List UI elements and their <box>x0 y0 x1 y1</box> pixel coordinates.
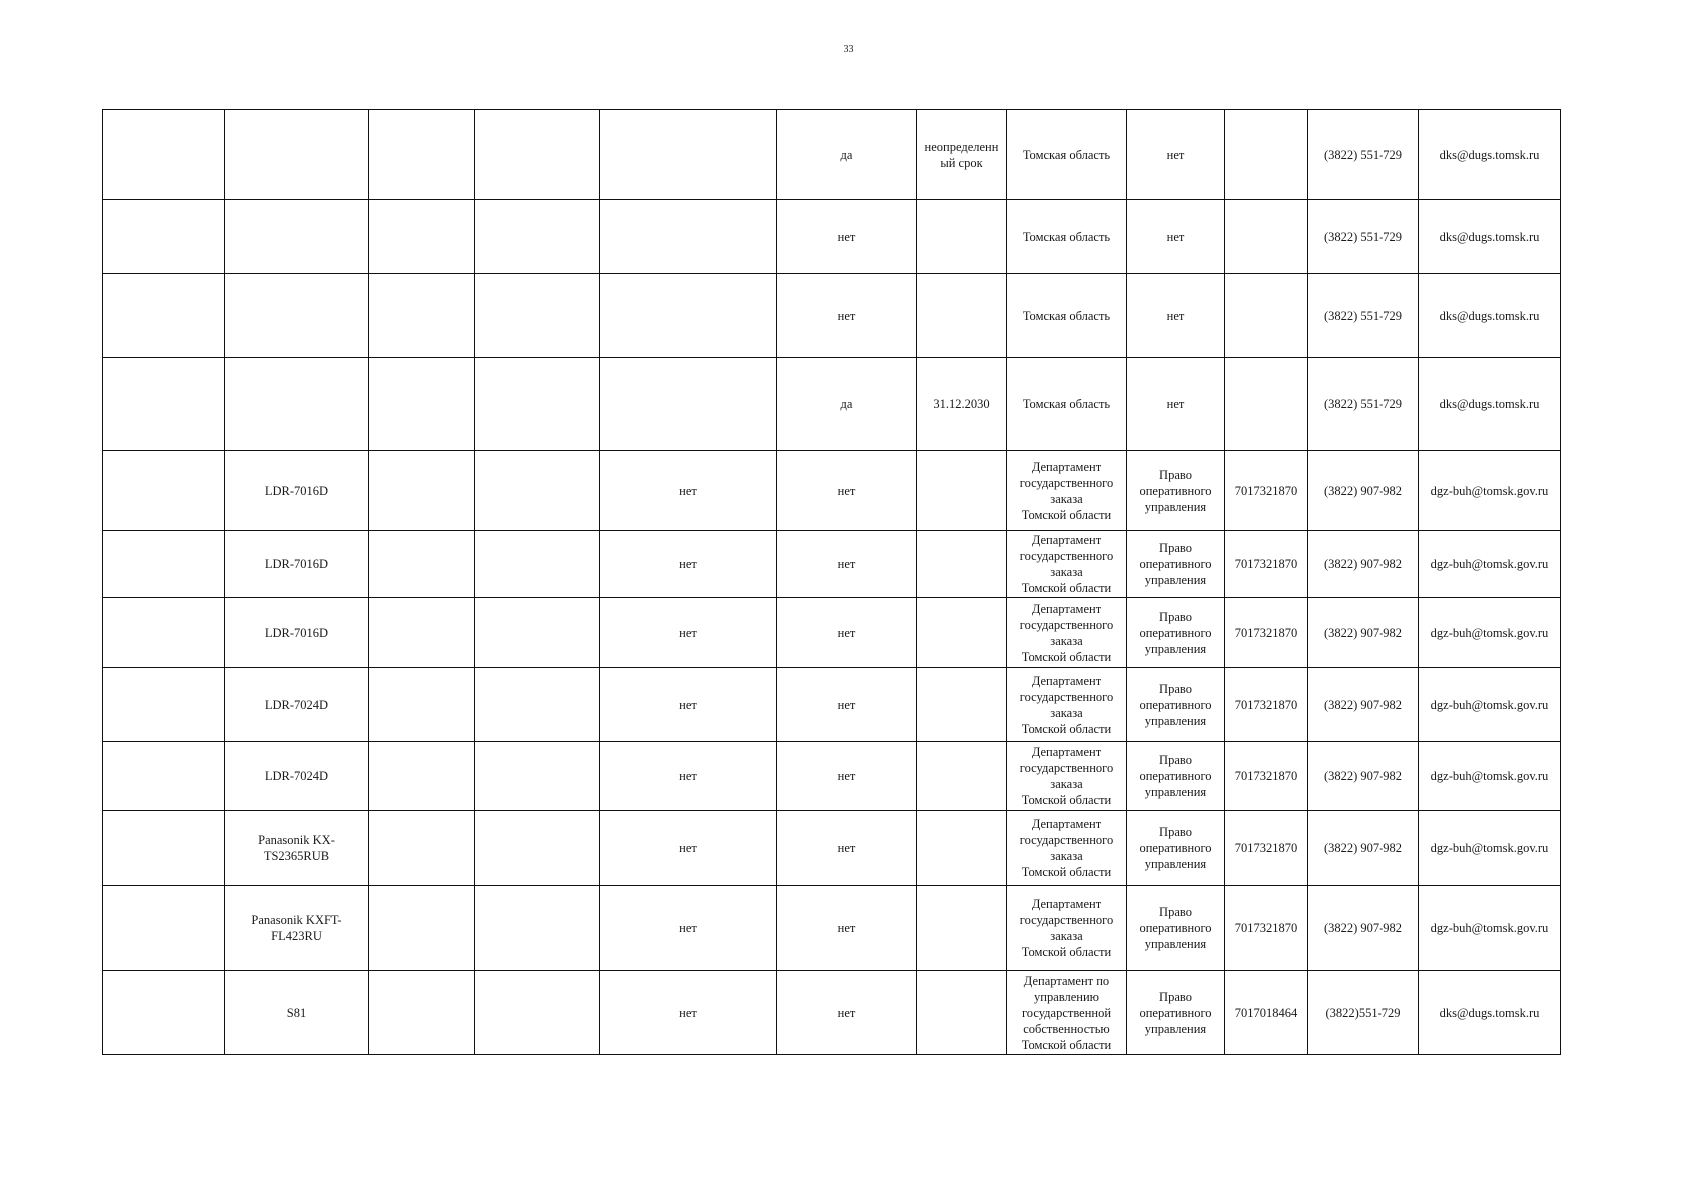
cell-owner: Департамент государственного заказа Томской области <box>1007 668 1127 742</box>
cell-model: LDR-7016D <box>225 531 369 598</box>
table-row <box>103 811 1561 886</box>
table-row <box>103 668 1561 742</box>
cell-col5: нет <box>600 886 777 971</box>
cell-col6: нет <box>777 451 917 531</box>
cell-inn: 7017321870 <box>1225 531 1308 598</box>
cell-right-type: нет <box>1127 274 1225 358</box>
cell-col4 <box>475 971 600 1055</box>
cell-col7 <box>917 811 1007 886</box>
cell-phone: (3822) 551-729 <box>1308 110 1419 200</box>
cell-col3 <box>369 274 475 358</box>
cell-right-type: нет <box>1127 110 1225 200</box>
cell-col3 <box>369 668 475 742</box>
cell-col6: нет <box>777 811 917 886</box>
table-row <box>103 598 1561 668</box>
cell-phone: (3822)551-729 <box>1308 971 1419 1055</box>
cell-phone: (3822) 907-982 <box>1308 886 1419 971</box>
table-row <box>103 274 1561 358</box>
cell-col4 <box>475 598 600 668</box>
cell-col5: нет <box>600 811 777 886</box>
cell-col4 <box>475 451 600 531</box>
cell-right-type: Право оперативного управления <box>1127 811 1225 886</box>
cell-col6: да <box>777 110 917 200</box>
cell-col6: нет <box>777 742 917 811</box>
cell-col7: неопределенн ый срок <box>917 110 1007 200</box>
cell-email: dgz-buh@tomsk.gov.ru <box>1419 451 1561 531</box>
cell-inn: 7017321870 <box>1225 811 1308 886</box>
cell-model: Panasonik KXFT- FL423RU <box>225 886 369 971</box>
cell-inn: 7017321870 <box>1225 742 1308 811</box>
cell-right-type: Право оперативного управления <box>1127 598 1225 668</box>
cell-email: dgz-buh@tomsk.gov.ru <box>1419 742 1561 811</box>
table-body <box>103 110 1561 1055</box>
cell-owner: Томская область <box>1007 274 1127 358</box>
cell-col6: нет <box>777 668 917 742</box>
cell-model: LDR-7024D <box>225 668 369 742</box>
cell-owner: Департамент по управлению государственной собственностью Томской области <box>1007 971 1127 1055</box>
cell-col4 <box>475 742 600 811</box>
cell-number <box>103 668 225 742</box>
cell-model: S81 <box>225 971 369 1055</box>
cell-phone: (3822) 907-982 <box>1308 668 1419 742</box>
cell-model: LDR-7016D <box>225 451 369 531</box>
cell-right-type: Право оперативного управления <box>1127 531 1225 598</box>
cell-col7 <box>917 598 1007 668</box>
cell-email: dks@dugs.tomsk.ru <box>1419 358 1561 451</box>
cell-col4 <box>475 110 600 200</box>
cell-phone: (3822) 907-982 <box>1308 531 1419 598</box>
cell-col4 <box>475 200 600 274</box>
cell-col6: нет <box>777 598 917 668</box>
cell-model <box>225 200 369 274</box>
cell-phone: (3822) 907-982 <box>1308 598 1419 668</box>
cell-email: dgz-buh@tomsk.gov.ru <box>1419 886 1561 971</box>
cell-col5: нет <box>600 598 777 668</box>
cell-col4 <box>475 886 600 971</box>
cell-col3 <box>369 358 475 451</box>
table-row <box>103 742 1561 811</box>
cell-number <box>103 811 225 886</box>
cell-number <box>103 886 225 971</box>
cell-right-type: Право оперативного управления <box>1127 886 1225 971</box>
cell-phone: (3822) 907-982 <box>1308 742 1419 811</box>
cell-col5: нет <box>600 971 777 1055</box>
cell-owner: Департамент государственного заказа Томской области <box>1007 886 1127 971</box>
cell-col6: нет <box>777 274 917 358</box>
cell-inn <box>1225 274 1308 358</box>
cell-inn: 7017321870 <box>1225 668 1308 742</box>
cell-col7 <box>917 274 1007 358</box>
cell-owner: Томская область <box>1007 358 1127 451</box>
cell-phone: (3822) 551-729 <box>1308 200 1419 274</box>
cell-col7 <box>917 886 1007 971</box>
cell-col6: нет <box>777 886 917 971</box>
cell-col7 <box>917 200 1007 274</box>
cell-model: LDR-7016D <box>225 598 369 668</box>
cell-col6: да <box>777 358 917 451</box>
table-row <box>103 531 1561 598</box>
cell-col7: 31.12.2030 <box>917 358 1007 451</box>
cell-col3 <box>369 886 475 971</box>
cell-col6: нет <box>777 200 917 274</box>
cell-email: dks@dugs.tomsk.ru <box>1419 110 1561 200</box>
cell-right-type: Право оперативного управления <box>1127 742 1225 811</box>
cell-owner: Департамент государственного заказа Томской области <box>1007 742 1127 811</box>
cell-inn: 7017321870 <box>1225 598 1308 668</box>
cell-number <box>103 358 225 451</box>
cell-col5 <box>600 200 777 274</box>
cell-right-type: Право оперативного управления <box>1127 971 1225 1055</box>
cell-model <box>225 358 369 451</box>
cell-inn: 7017321870 <box>1225 451 1308 531</box>
cell-col3 <box>369 811 475 886</box>
cell-col5: нет <box>600 531 777 598</box>
cell-col3 <box>369 531 475 598</box>
cell-inn <box>1225 358 1308 451</box>
cell-col7 <box>917 531 1007 598</box>
cell-col7 <box>917 742 1007 811</box>
cell-right-type: нет <box>1127 200 1225 274</box>
table-row <box>103 971 1561 1055</box>
cell-number <box>103 110 225 200</box>
cell-col7 <box>917 971 1007 1055</box>
cell-email: dgz-buh@tomsk.gov.ru <box>1419 668 1561 742</box>
cell-col3 <box>369 598 475 668</box>
cell-email: dks@dugs.tomsk.ru <box>1419 971 1561 1055</box>
cell-col5 <box>600 358 777 451</box>
cell-right-type: Право оперативного управления <box>1127 668 1225 742</box>
cell-number <box>103 451 225 531</box>
cell-number <box>103 598 225 668</box>
cell-number <box>103 274 225 358</box>
cell-col3 <box>369 451 475 531</box>
table-row <box>103 200 1561 274</box>
cell-col6: нет <box>777 531 917 598</box>
cell-col4 <box>475 358 600 451</box>
cell-col6: нет <box>777 971 917 1055</box>
cell-email: dks@dugs.tomsk.ru <box>1419 200 1561 274</box>
cell-col5: нет <box>600 668 777 742</box>
cell-owner: Департамент государственного заказа Томской области <box>1007 451 1127 531</box>
cell-inn: 7017018464 <box>1225 971 1308 1055</box>
cell-number <box>103 742 225 811</box>
cell-owner: Департамент государственного заказа Томской области <box>1007 531 1127 598</box>
cell-right-type: нет <box>1127 358 1225 451</box>
table-row <box>103 451 1561 531</box>
cell-owner: Департамент государственного заказа Томской области <box>1007 811 1127 886</box>
cell-col3 <box>369 110 475 200</box>
cell-model <box>225 110 369 200</box>
cell-col4 <box>475 811 600 886</box>
cell-col5 <box>600 274 777 358</box>
cell-model: Panasonik KX- TS2365RUB <box>225 811 369 886</box>
table-row <box>103 886 1561 971</box>
table-row <box>103 358 1561 451</box>
cell-owner: Томская область <box>1007 200 1127 274</box>
cell-email: dgz-buh@tomsk.gov.ru <box>1419 531 1561 598</box>
cell-inn: 7017321870 <box>1225 886 1308 971</box>
cell-col4 <box>475 668 600 742</box>
cell-col5: нет <box>600 742 777 811</box>
cell-col3 <box>369 742 475 811</box>
cell-right-type: Право оперативного управления <box>1127 451 1225 531</box>
cell-col4 <box>475 531 600 598</box>
cell-col5 <box>600 110 777 200</box>
cell-number <box>103 200 225 274</box>
cell-owner: Департамент государственного заказа Томской области <box>1007 598 1127 668</box>
cell-phone: (3822) 907-982 <box>1308 451 1419 531</box>
cell-model <box>225 274 369 358</box>
cell-col5: нет <box>600 451 777 531</box>
cell-phone: (3822) 907-982 <box>1308 811 1419 886</box>
cell-inn <box>1225 200 1308 274</box>
cell-col3 <box>369 200 475 274</box>
cell-number <box>103 971 225 1055</box>
cell-owner: Томская область <box>1007 110 1127 200</box>
cell-email: dks@dugs.tomsk.ru <box>1419 274 1561 358</box>
cell-phone: (3822) 551-729 <box>1308 358 1419 451</box>
cell-col7 <box>917 668 1007 742</box>
cell-model: LDR-7024D <box>225 742 369 811</box>
registry-table <box>102 109 1561 1055</box>
cell-number <box>103 531 225 598</box>
page-number: 33 <box>843 44 854 55</box>
table-row <box>103 110 1561 200</box>
cell-col4 <box>475 274 600 358</box>
cell-col7 <box>917 451 1007 531</box>
cell-email: dgz-buh@tomsk.gov.ru <box>1419 598 1561 668</box>
cell-inn <box>1225 110 1308 200</box>
cell-phone: (3822) 551-729 <box>1308 274 1419 358</box>
cell-col3 <box>369 971 475 1055</box>
cell-email: dgz-buh@tomsk.gov.ru <box>1419 811 1561 886</box>
